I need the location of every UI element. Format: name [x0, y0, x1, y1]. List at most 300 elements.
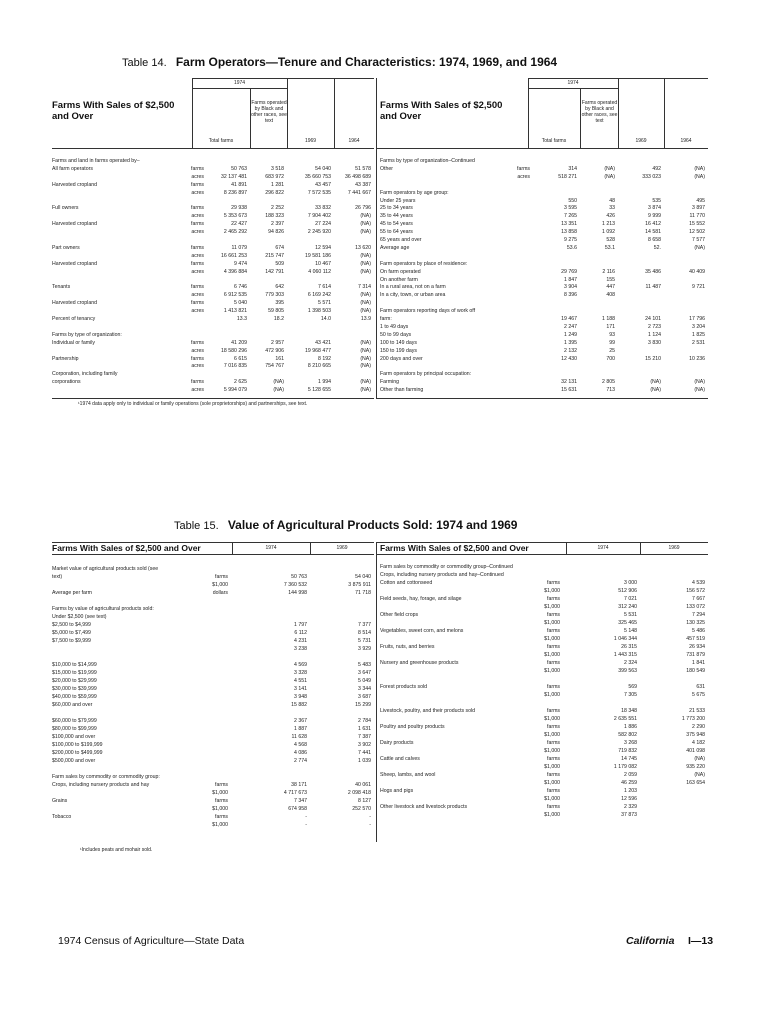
- row-unit: $1,000: [544, 604, 560, 610]
- table-cell: 25: [609, 347, 615, 354]
- table-cell: 2 635 551: [613, 716, 637, 722]
- row-label: $100,000 and over: [52, 734, 96, 740]
- col-header-year: 1974: [567, 80, 579, 86]
- table-cell: 1 213: [602, 221, 615, 228]
- table-cell: -: [369, 814, 371, 820]
- row-unit: $1,000: [212, 582, 228, 588]
- table14-right-heading: Farms With Sales of $2,500 and Over: [380, 100, 503, 122]
- row-label: $500,000 and over: [52, 758, 96, 764]
- row-unit: acres: [191, 347, 204, 354]
- table-cell: 188 323: [265, 213, 284, 220]
- table-cell: 3 268: [624, 740, 637, 746]
- row-label: 55 to 64 years: [380, 229, 413, 236]
- col-header-total: Total farms: [541, 138, 567, 144]
- table-cell: 11 487: [645, 284, 661, 291]
- row-unit: $1,000: [544, 796, 560, 802]
- table-cell: 16 661 253: [221, 252, 247, 259]
- row-label: Tenants: [52, 284, 71, 291]
- table-cell: -: [369, 822, 371, 828]
- col-header-black: Farms operated by Black and other races, see text: [251, 100, 287, 124]
- row-unit: $1,000: [212, 822, 228, 828]
- table-cell: 12 502: [689, 229, 705, 236]
- table-cell: 2 290: [692, 724, 705, 730]
- table-cell: 19 467: [561, 316, 577, 322]
- col-header-1969: 1969: [304, 138, 317, 144]
- table-cell: 7 305: [624, 692, 637, 698]
- row-label: Average age: [380, 244, 410, 251]
- table-cell: 8 192: [318, 355, 331, 362]
- row-label: Other field crops: [380, 612, 419, 618]
- table-cell: 2 805: [602, 379, 615, 386]
- table-cell: 36 498 689: [345, 173, 371, 180]
- table-cell: 550: [568, 197, 577, 204]
- table-cell: 142 791: [265, 268, 284, 275]
- table-cell: 4 568: [294, 742, 307, 748]
- table14-left-panel: [52, 78, 374, 398]
- table-cell: 3 929: [358, 646, 371, 652]
- table-cell: 4 231: [294, 638, 307, 644]
- table-cell: 1 092: [602, 229, 615, 236]
- table-cell: 5 353 673: [223, 213, 247, 220]
- table-cell: 408: [606, 292, 615, 299]
- table-cell: 1 773 200: [681, 716, 705, 722]
- table-cell: 29 938: [231, 205, 247, 212]
- table-cell: 38 171: [291, 782, 307, 788]
- row-label: 100 to 149 days: [380, 339, 417, 346]
- row-label: $40,000 to $59,999: [52, 694, 97, 700]
- table-cell: 252 570: [352, 806, 371, 812]
- table-cell: 713: [606, 387, 615, 394]
- rule: [52, 148, 374, 149]
- table-cell: 12 594: [315, 244, 331, 251]
- row-label: Fruits, nuts, and berries: [380, 644, 435, 650]
- table-cell: 180 549: [686, 668, 705, 674]
- table-cell: (NA): [650, 387, 661, 394]
- table-cell: 51 578: [355, 165, 371, 172]
- row-unit: farms: [191, 181, 204, 188]
- row-unit: $1,000: [544, 588, 560, 594]
- row-unit: farms: [191, 339, 204, 346]
- table-cell: 2 957: [271, 339, 284, 346]
- table-cell: 9 474: [234, 260, 247, 267]
- table-cell: 1 825: [692, 331, 705, 338]
- row-unit: farms: [215, 782, 228, 788]
- table-cell: 7 265: [564, 213, 577, 220]
- rule: [52, 542, 374, 543]
- table-cell: (NA): [273, 387, 284, 394]
- row-unit: farms: [191, 379, 204, 386]
- row-unit: farms: [517, 165, 530, 172]
- table-cell: 17 796: [689, 316, 705, 322]
- row-label: Full owners: [52, 205, 79, 212]
- table-cell: 18 580 296: [221, 347, 247, 354]
- table-cell: (NA): [360, 355, 371, 362]
- rule: [376, 398, 708, 399]
- table-cell: 2 531: [692, 339, 705, 346]
- table-cell: 3 000: [624, 580, 637, 586]
- table-cell: 130 325: [686, 620, 705, 626]
- table-cell: 7 441: [358, 750, 371, 756]
- table-cell: 492: [652, 165, 661, 172]
- table-cell: (NA): [360, 229, 371, 236]
- table14-footnote: ¹1974 data apply only to individual or family operations (sole proprietorships) and partnerships, see text.: [78, 401, 308, 407]
- row-label: 35 to 44 years: [380, 213, 413, 220]
- table-cell: 1 631: [358, 726, 371, 732]
- row-label: Individual or family: [52, 339, 95, 346]
- row-unit: $1,000: [544, 636, 560, 642]
- table-cell: 5 486: [692, 628, 705, 634]
- table-cell: 2 252: [271, 205, 284, 212]
- table-cell: 3 904: [564, 284, 577, 291]
- row-label: On another farm: [380, 276, 418, 283]
- row-label: Forest products sold: [380, 684, 427, 690]
- row-label: 150 to 199 days: [380, 347, 417, 354]
- row-label: Crops, including nursery products and hay: [52, 782, 150, 788]
- rule: [528, 88, 618, 89]
- table-cell: 37 873: [621, 812, 637, 818]
- row-label: $20,000 to $29,999: [52, 678, 97, 684]
- table-cell: 7 667: [692, 596, 705, 602]
- table-cell: 1 413 821: [223, 308, 247, 315]
- table-cell: (NA): [694, 244, 705, 251]
- table-cell: 2 324: [624, 660, 637, 666]
- row-label: Harvested cropland: [52, 181, 97, 188]
- table-cell: 7 347: [294, 798, 307, 804]
- row-label: Harvested cropland: [52, 221, 97, 228]
- table-cell: 535: [652, 197, 661, 204]
- table-cell: 26 315: [621, 644, 637, 650]
- table-cell: 19 968 477: [305, 347, 331, 354]
- table-cell: 1 886: [624, 724, 637, 730]
- row-unit: farms: [547, 596, 560, 602]
- row-unit: farms: [191, 300, 204, 307]
- row-label: In a rural area, not on a farm: [380, 284, 446, 291]
- table-cell: 59 805: [268, 308, 284, 315]
- row-unit: $1,000: [212, 790, 228, 796]
- table-cell: 2 098 418: [347, 790, 371, 796]
- row-label: Cotton and cottonseed: [380, 580, 433, 586]
- row-unit: farms: [547, 580, 560, 586]
- row-label: Under $2,500 (see text): [52, 614, 107, 620]
- row-label: Farming: [380, 379, 400, 386]
- table-cell: 13.9: [360, 316, 371, 322]
- table-cell: 8 396: [564, 292, 577, 299]
- table-cell: 41 209: [231, 339, 247, 346]
- row-label: $200,000 to $499,999: [52, 750, 103, 756]
- table-cell: 1 046 344: [613, 636, 637, 642]
- table-cell: 3 830: [648, 339, 661, 346]
- table-cell: 13 351: [561, 221, 577, 228]
- row-label: 1 to 49 days: [380, 323, 409, 330]
- row-label: Sheep, lambs, and wool: [380, 772, 436, 778]
- row-label: $15,000 to $19,999: [52, 670, 97, 676]
- table-cell: 3 902: [358, 742, 371, 748]
- table-cell: 43 387: [355, 181, 371, 188]
- table-cell: 3 344: [358, 686, 371, 692]
- table-cell: 569: [628, 684, 637, 690]
- table-cell: 7 021: [624, 596, 637, 602]
- rule: [52, 554, 374, 555]
- row-unit: acres: [191, 268, 204, 275]
- table-cell: 7 441 667: [347, 189, 371, 196]
- table-cell: 53.1: [604, 244, 615, 251]
- row-label: In a city, town, or urban area: [380, 292, 446, 299]
- table-cell: 1 797: [294, 622, 307, 628]
- rule: [376, 554, 708, 555]
- row-unit: farms: [547, 628, 560, 634]
- table-cell: 35 486: [645, 268, 661, 275]
- table-cell: 7 387: [358, 734, 371, 740]
- table-cell: (NA): [604, 165, 615, 172]
- rule: [376, 542, 708, 543]
- table-cell: 26 934: [689, 644, 705, 650]
- table-cell: 399 563: [618, 668, 637, 674]
- row-label: All farm operators: [52, 165, 93, 172]
- table-cell: 3 948: [294, 694, 307, 700]
- table-cell: (NA): [604, 173, 615, 180]
- table15-title: [174, 518, 517, 532]
- table-cell: 1 841: [692, 660, 705, 666]
- row-label: Harvested cropland: [52, 260, 97, 267]
- table-cell: (NA): [650, 379, 661, 386]
- row-unit: farms: [547, 708, 560, 714]
- table-cell: 16 412: [645, 221, 661, 228]
- table-cell: (NA): [694, 772, 705, 778]
- table-cell: (NA): [360, 363, 371, 370]
- table-cell: (NA): [360, 213, 371, 220]
- row-label: Crops, including nursery products and hay–Continued: [380, 572, 504, 578]
- table-cell: 13.3: [236, 316, 247, 322]
- table-cell: 155: [606, 276, 615, 283]
- row-label: 45 to 54 years: [380, 221, 413, 228]
- table-cell: 2 059: [624, 772, 637, 778]
- table-cell: 7 572 535: [307, 189, 331, 196]
- col-header-1964: 1964: [680, 138, 692, 144]
- row-label: 25 to 34 years: [380, 205, 413, 212]
- table-cell: 22 427: [231, 221, 247, 228]
- table15-left-heading: Farms With Sales of $2,500 and Over: [52, 543, 201, 553]
- table-cell: 4 396 884: [223, 268, 247, 275]
- table-cell: 46 259: [621, 780, 637, 786]
- page-footer-state: California: [626, 935, 675, 947]
- table-cell: 71 718: [355, 590, 371, 596]
- row-label: Nursery and greenhouse products: [380, 660, 459, 666]
- table-cell: 582 802: [618, 732, 637, 738]
- row-label: Farms and land in farms operated by–: [52, 158, 140, 164]
- row-unit: $1,000: [544, 620, 560, 626]
- table-cell: 7 377: [358, 622, 371, 628]
- row-unit: acres: [191, 387, 204, 394]
- row-unit: farms: [191, 205, 204, 212]
- row-unit: farms: [547, 788, 560, 794]
- table-cell: 296 822: [265, 189, 284, 196]
- table-cell: 1 443 315: [613, 652, 637, 658]
- table-cell: 8 236 897: [223, 189, 247, 196]
- table-cell: (NA): [360, 268, 371, 275]
- row-unit: farms: [547, 804, 560, 810]
- table-cell: 2 116: [602, 268, 615, 275]
- rule: [376, 542, 377, 842]
- table-cell: 779 303: [265, 292, 284, 299]
- table-cell: 3 141: [294, 686, 307, 692]
- table15-left-panel: [52, 542, 374, 842]
- table-cell: 447: [606, 284, 615, 291]
- row-unit: acres: [191, 308, 204, 315]
- row-label: Cattle and calves: [380, 756, 420, 762]
- table-cell: (NA): [694, 173, 705, 180]
- row-label: Poultry and poultry products: [380, 724, 445, 730]
- table-cell: 215 747: [265, 252, 284, 259]
- table-cell: 26 796: [355, 205, 371, 212]
- row-unit: $1,000: [544, 780, 560, 786]
- row-unit: farms: [215, 574, 228, 580]
- table-cell: 6 169 242: [307, 292, 331, 299]
- table-cell: (NA): [360, 252, 371, 259]
- table-cell: 7 016 835: [223, 363, 247, 370]
- table-cell: 53.6: [566, 244, 577, 251]
- table-cell: 2 367: [294, 718, 307, 724]
- table-cell: 674: [275, 244, 284, 251]
- table-cell: 48: [609, 197, 615, 204]
- row-label: Grains: [52, 798, 68, 804]
- table-cell: (NA): [360, 300, 371, 307]
- row-unit: farms: [547, 684, 560, 690]
- row-label: text): [52, 574, 63, 580]
- table-cell: 631: [696, 684, 705, 690]
- row-label: $80,000 to $99,999: [52, 726, 97, 732]
- row-label: On farm operated: [380, 268, 421, 275]
- table-cell: 14 581: [645, 229, 661, 236]
- table-cell: (NA): [360, 292, 371, 299]
- table-cell: 528: [606, 237, 615, 243]
- table15-title-text: Value of Agricultural Products Sold: 1974 and 1969: [227, 518, 518, 532]
- row-unit: farms: [547, 724, 560, 730]
- table-cell: 731 879: [686, 652, 705, 658]
- row-label: Part owners: [52, 244, 80, 251]
- table-cell: 8 514: [358, 630, 371, 636]
- table-cell: 5 994 079: [223, 387, 247, 394]
- rule: [192, 78, 374, 79]
- table14-number: Table 14.: [122, 57, 167, 69]
- row-label: Tobacco: [52, 814, 72, 820]
- table-cell: 4 086: [294, 750, 307, 756]
- table-cell: 754 767: [265, 363, 284, 370]
- table-cell: 27 224: [315, 221, 331, 228]
- table15-right-heading: Farms With Sales of $2,500 and Over: [380, 543, 529, 553]
- table-cell: 6 912 535: [223, 292, 247, 299]
- table-cell: 5 148: [624, 628, 637, 634]
- table-cell: 8 210 665: [307, 363, 331, 370]
- row-label: Other than farming: [380, 387, 424, 394]
- row-label: farm:: [380, 316, 392, 322]
- row-unit: farms: [191, 284, 204, 291]
- row-unit: acres: [517, 173, 530, 180]
- row-label: $2,500 to $4,999: [52, 622, 91, 628]
- table-cell: 1 124: [648, 331, 661, 338]
- table-cell: 5 483: [358, 662, 371, 668]
- table-cell: 3 874: [648, 205, 661, 212]
- table-cell: 9 721: [692, 284, 705, 291]
- row-unit: acres: [191, 363, 204, 370]
- table-cell: 1 887: [294, 726, 307, 732]
- row-label: Farm operators by place of residence:: [380, 260, 468, 267]
- table-cell: 1 249: [564, 331, 577, 338]
- table-cell: 52.: [653, 244, 661, 251]
- table-cell: 163 654: [686, 780, 705, 786]
- table-cell: (NA): [360, 221, 371, 228]
- table-cell: 472 906: [265, 347, 284, 354]
- row-unit: acres: [191, 173, 204, 180]
- table-cell: 40 409: [689, 268, 705, 275]
- table14-right-panel: [376, 78, 708, 398]
- table-cell: 2 397: [271, 221, 284, 228]
- table-cell: 3 518: [271, 165, 284, 172]
- row-label: Partnership: [52, 355, 79, 362]
- table-cell: 5 571: [318, 300, 331, 307]
- table-cell: 5 128 655: [307, 387, 331, 394]
- table-cell: 33: [609, 205, 615, 212]
- table-cell: 7 614: [318, 284, 331, 291]
- table-cell: 375 948: [686, 732, 705, 738]
- table-cell: (NA): [694, 387, 705, 394]
- table-cell: 5 049: [358, 678, 371, 684]
- table-cell: 15 299: [355, 702, 371, 708]
- table-cell: -: [305, 822, 307, 828]
- table-cell: 11 770: [689, 213, 705, 220]
- table-cell: 94 826: [268, 229, 284, 236]
- col-header-1974: 1974: [265, 545, 277, 551]
- table-cell: 35 660 753: [305, 173, 331, 180]
- table-cell: 3 238: [294, 646, 307, 652]
- row-label: 200 days and over: [380, 355, 423, 362]
- col-header-black: Farms operated by Black and other races, see text: [581, 100, 618, 124]
- row-label: Farms by type of organization:: [52, 331, 122, 338]
- table-cell: 1 281: [271, 181, 284, 188]
- table-cell: 8 127: [358, 798, 371, 804]
- table14-left-heading: Farms With Sales of $2,500 and Over: [52, 100, 175, 122]
- table-cell: 1 847: [564, 276, 577, 283]
- table-cell: 3 328: [294, 670, 307, 676]
- table-cell: 133 072: [686, 604, 705, 610]
- table-cell: 6 615: [234, 355, 247, 362]
- row-unit: farms: [191, 355, 204, 362]
- row-label: Harvested cropland: [52, 300, 97, 307]
- table-cell: (NA): [694, 756, 705, 762]
- rule: [376, 148, 708, 149]
- row-unit: $1,000: [544, 748, 560, 754]
- table14-title-text: Farm Operators—Tenure and Characteristics: 1974, 1969, and 1964: [175, 55, 558, 69]
- table-cell: 43 457: [315, 181, 331, 188]
- row-unit: $1,000: [544, 764, 560, 770]
- table-cell: 2 132: [564, 347, 577, 354]
- row-label: Market value of agricultural products sold (see: [52, 566, 159, 572]
- table-cell: 171: [606, 323, 615, 330]
- page-number: I—13: [688, 935, 714, 947]
- table-cell: 41 891: [231, 181, 247, 188]
- table-cell: 6 746: [234, 284, 247, 291]
- table-cell: 50 763: [231, 165, 247, 172]
- row-unit: farms: [547, 612, 560, 618]
- row-unit: acres: [191, 229, 204, 236]
- table-cell: 40 061: [355, 782, 371, 788]
- table-cell: 32 131: [561, 379, 577, 386]
- rule: [192, 88, 287, 89]
- table-cell: 10 236: [689, 355, 705, 362]
- row-unit: $1,000: [544, 652, 560, 658]
- table-cell: 54 040: [315, 165, 331, 172]
- row-unit: $1,000: [544, 668, 560, 674]
- col-header-1964: 1964: [348, 138, 360, 144]
